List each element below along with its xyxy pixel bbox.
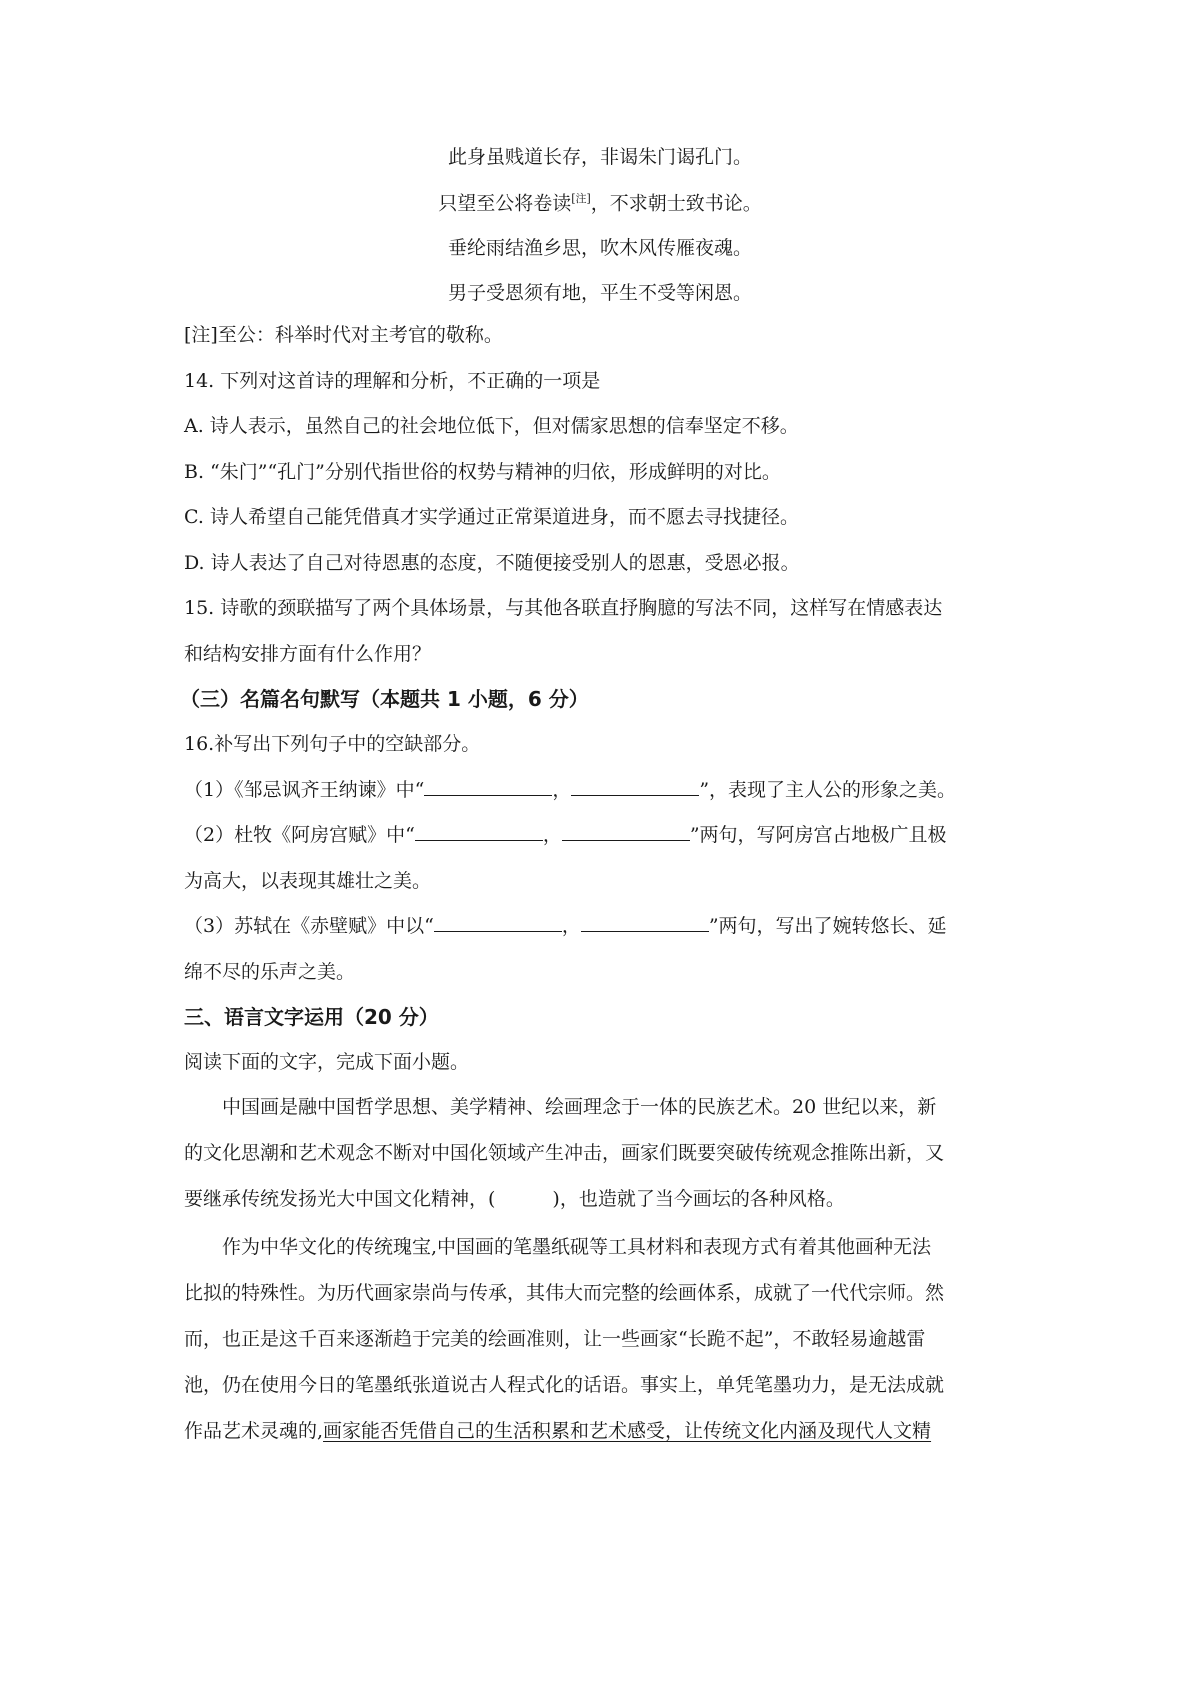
section-heading-famous-lines: （三）名篇名句默写（本题共 1 小题，6 分） [180, 687, 589, 711]
q16-item-2 [184, 826, 947, 845]
para2-underlined-sentence: 画家能否凭借自己的生活积累和艺术感受，让传统文化内涵及现代人文精 [323, 1420, 932, 1442]
poem-line-4: 男子受恩须有地，平生不受等闲恩。 [447, 282, 752, 304]
para1-line-1: 中国画是融中国哲学思想、美学精神、绘画理念于一体的民族艺术。20 世纪以来，新 [222, 1096, 937, 1118]
q16-item-2-post: ”两句，写阿房宫占地极广且极 [689, 824, 947, 846]
poem-line-1: 此身虽贱道长存，非谒朱门谒孔门。 [447, 146, 752, 168]
para1-line-3: 要继承传统发扬光大中国文化精神，( )，也造就了当今画坛的各种风格。 [184, 1188, 845, 1210]
q16-item-3-blank-1[interactable] [434, 917, 562, 932]
part-heading-language-use: 三、语言文字运用（20 分） [184, 1005, 439, 1029]
q16-item-1 [184, 781, 956, 800]
q16-item-1-mid: ， [552, 779, 572, 801]
q14-option-b: B. “朱门”“孔门”分别代指世俗的权势与精神的归依，形成鲜明的对比。 [184, 461, 781, 483]
para1-line-2: 的文化思潮和艺术观念不断对中国化领域产生冲击，画家们既要突破传统观念推陈出新，又 [184, 1142, 945, 1164]
q16-item-2-blank-2[interactable] [562, 826, 690, 841]
q16-item-3-pre: （3）苏轼在《赤壁赋》中以“ [184, 915, 434, 937]
q16-item-2-pre: （2）杜牧《阿房宫赋》中“ [184, 824, 415, 846]
q14-option-a: A. 诗人表示，虽然自己的社会地位低下，但对儒家思想的信奉坚定不移。 [184, 415, 799, 437]
q16-item-2-blank-1[interactable] [415, 826, 543, 841]
para2-line-1: 作为中华文化的传统瑰宝,中国画的笔墨纸砚等工具材料和表现方式有着其他画种无法 [222, 1236, 932, 1258]
q14-stem: 14. 下列对这首诗的理解和分析，不正确的一项是 [184, 370, 601, 392]
q14-option-d: D. 诗人表达了自己对待恩惠的态度，不随便接受别人的恩惠，受恩必报。 [184, 552, 800, 574]
q16-item-1-pre: （1）《邹忌讽齐王纳谏》中“ [184, 779, 425, 801]
q16-item-2-mid: ， [542, 824, 562, 846]
q16-item-3 [184, 917, 947, 936]
q16-item-3-line-2: 绵不尽的乐声之美。 [184, 961, 356, 983]
q16-item-3-blank-2[interactable] [581, 917, 709, 932]
q16-stem: 16.补写出下列句子中的空缺部分。 [184, 733, 481, 755]
q16-item-1-blank-2[interactable] [571, 781, 699, 796]
q16-item-1-blank-1[interactable] [424, 781, 552, 796]
poem-line-3: 垂纶雨结渔乡思，吹木风传雁夜魂。 [447, 237, 752, 259]
poem-line-2-a: 只望至公将卷读 [438, 192, 572, 215]
q15-line-2: 和结构安排方面有什么作用？ [184, 643, 432, 665]
para2-line-4: 池，仍在使用今日的笔墨纸张道说古人程式化的话语。事实上，单凭笔墨功力，是无法成就 [184, 1374, 945, 1396]
poem-line-2-b: ，不求朝士致书论。 [590, 192, 762, 215]
poem-note-marker: [注] [571, 192, 591, 205]
poem-line-2 [0, 193, 1200, 213]
reading-intro: 阅读下面的文字，完成下面小题。 [184, 1051, 470, 1073]
para2-line-2: 比拟的特殊性。为历代画家崇尚与传承，其伟大而完整的绘画体系，成就了一代代宗师。然 [184, 1282, 945, 1304]
poem-note: [注]至公：科举时代对主考官的敬称。 [184, 324, 503, 346]
q16-item-2-line-2: 为高大，以表现其雄壮之美。 [184, 870, 432, 892]
q16-item-3-post: ”两句，写出了婉转悠长、延 [708, 915, 947, 937]
para2-line-5-a: 作品艺术灵魂的, [184, 1420, 324, 1442]
q16-item-3-mid: ， [561, 915, 581, 937]
para2-line-5 [184, 1422, 931, 1441]
q16-item-1-post: ”，表现了主人公的形象之美。 [699, 779, 957, 801]
q15-line-1: 15. 诗歌的颈联描写了两个具体场景，与其他各联直抒胸臆的写法不同，这样写在情感表达 [184, 597, 943, 619]
para2-line-3: 而，也正是这千百来逐渐趋于完美的绘画准则，让一些画家“长跪不起”，不敢轻易逾越雷 [184, 1328, 926, 1350]
q14-option-c: C. 诗人希望自己能凭借真才实学通过正常渠道进身，而不愿去寻找捷径。 [184, 506, 799, 528]
